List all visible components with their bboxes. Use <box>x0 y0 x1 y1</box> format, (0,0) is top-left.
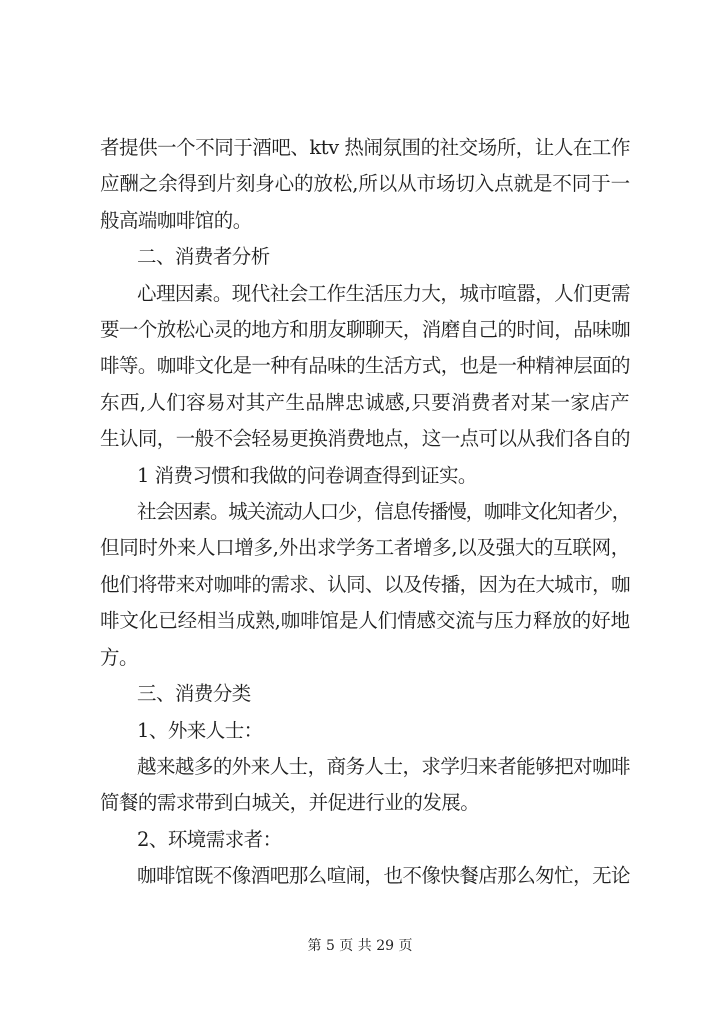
text-line-content: 1 消费习惯和我做的问卷调查得到证实。 <box>137 463 477 487</box>
text-line-content: 啡等。咖啡文化是一种有品味的生活方式，也是一种精神层面的 <box>100 354 630 378</box>
text-line-content: 生认同，一般不会轻易更换消费地点，这一点可以从我们各自的 <box>100 427 630 451</box>
text-line-content: 东西,人们容易对其产生品牌忠诚感,只要消费者对某一家店产 <box>100 390 630 414</box>
text-line <box>100 676 630 712</box>
text-line <box>100 567 630 603</box>
text-line <box>100 749 630 785</box>
document-body <box>100 130 630 895</box>
text-line <box>100 458 630 494</box>
text-line-content: 他们将带来对咖啡的需求、认同、以及传播，因为在大城市，咖 <box>100 572 630 596</box>
text-line-content: 三、消费分类 <box>137 682 251 706</box>
text-line <box>100 130 630 166</box>
text-line-content: 心理因素。现代社会工作生活压力大，城市喧嚣，人们更需 <box>137 281 630 305</box>
text-line <box>100 603 630 639</box>
text-line-content: 咖啡馆既不像酒吧那么喧闹，也不像快餐店那么匆忙，无论 <box>137 864 630 888</box>
text-line-content: 方。 <box>100 645 138 669</box>
text-line <box>100 421 630 457</box>
text-line-content: 1、外来人士： <box>137 718 263 742</box>
text-line <box>100 276 630 312</box>
text-line <box>100 713 630 749</box>
page-number-footer: 第 5 页 共 29 页 <box>307 938 413 954</box>
text-line <box>100 640 630 676</box>
text-line-content: 般高端咖啡馆的。 <box>100 208 252 232</box>
text-line <box>100 203 630 239</box>
text-line-content: 但同时外来人口增多,外出求学务工者增多,以及强大的互联网， <box>100 536 630 560</box>
text-line <box>100 494 630 530</box>
text-line-content: 二、消费者分析 <box>137 245 270 269</box>
text-line-content: 应酬之余得到片刻身心的放松,所以从市场切入点就是不同于一 <box>100 172 630 196</box>
text-line-content: 啡文化已经相当成熟,咖啡馆是人们情感交流与压力释放的好地 <box>100 609 630 633</box>
text-line-content: 社会因素。城关流动人口少，信息传播慢，咖啡文化知者少， <box>137 500 630 524</box>
text-line <box>100 785 630 821</box>
text-line-content: 者提供一个不同于酒吧、ktv 热闹氛围的社交场所，让人在工作 <box>100 136 630 159</box>
text-line-content: 简餐的需求带到白城关，并促进行业的发展。 <box>100 791 480 815</box>
text-line <box>100 822 630 858</box>
text-line <box>100 530 630 566</box>
text-line-content: 要一个放松心灵的地方和朋友聊聊天，消磨自己的时间，品味咖 <box>100 318 630 342</box>
text-line <box>100 239 630 275</box>
text-line <box>100 348 630 384</box>
text-line <box>100 858 630 894</box>
text-line <box>100 385 630 421</box>
text-line <box>100 312 630 348</box>
text-line-content: 越来越多的外来人士，商务人士，求学归来者能够把对咖啡 <box>137 754 630 778</box>
text-line-content: 2、环境需求者： <box>137 827 282 851</box>
text-line <box>100 166 630 202</box>
